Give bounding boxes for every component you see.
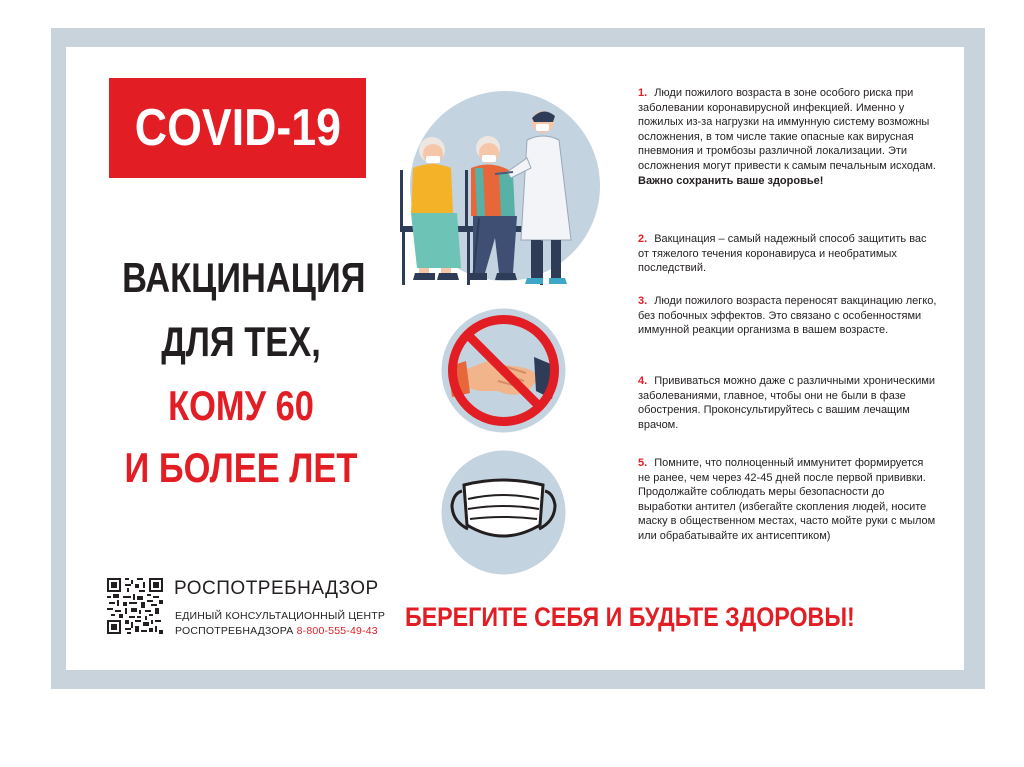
headline-line-4: И БОЛЕЕ ЛЕТ (124, 444, 358, 491)
slogan: БЕРЕГИТЕ СЕБЯ И БУДЬТЕ ЗДОРОВЫ! (405, 602, 855, 632)
info-item-2-text: Вакцинация – самый надежный способ защитить вас от тяжелого течения коронавируса и необратимых последствий. (638, 233, 927, 275)
org-subtitle-1: ЕДИНЫЙ КОНСУЛЬТАЦИОННЫЙ ЦЕНТР (175, 610, 386, 622)
info-item-5-text: Помните, что полноценный иммунитет формируется не ранее, чем через 42-45 дней после первой прививки. Продолжайте соблюдать меры безопасности до выработки антител (избегайте скопления людей, носите маску в общественном местах, часто мойте руки с мылом или обрабатывайте их антисептиком) (638, 457, 936, 542)
info-item-3-text: Люди пожилого возраста переносят вакцинацию легко, без побочных эффектов. Это связано с особенностями иммунной реакции организма в вашем возрасте. (638, 295, 937, 337)
info-item-3-number: 3. (638, 295, 648, 307)
headline-line-3: КОМУ 60 (168, 382, 314, 429)
covid-badge-text: COVID-19 (134, 99, 341, 157)
info-item-4 (638, 374, 938, 432)
info-item-3 (638, 294, 938, 338)
org-subtitle-2-text: РОСПОТРЕБНАДЗОРА (175, 625, 294, 637)
org-name: РОСПОТРЕБНАДЗОР (174, 578, 379, 599)
info-item-2-number: 2. (638, 233, 648, 245)
face-mask-icon (440, 449, 567, 576)
info-item-5-number: 5. (638, 457, 648, 469)
org-subtitle-2 (175, 625, 378, 637)
info-item-1-number: 1. (638, 87, 648, 99)
info-item-1 (638, 86, 938, 188)
covid-badge (109, 78, 366, 178)
info-item-1-bold: Важно сохранить ваше здоровье! (638, 174, 824, 187)
info-item-5 (638, 456, 938, 544)
info-item-4-text: Прививаться можно даже с различными хроническими заболеваниями, главное, чтобы они не были в фазе обострения. Проконсультируйтесь с вашим лечащим врачом. (638, 375, 936, 431)
qr-code-icon (107, 578, 163, 634)
headline-line-2: ДЛЯ ТЕХ, (161, 318, 321, 365)
org-phone: 8-800-555-49-43 (296, 625, 378, 637)
no-handshake-icon (440, 307, 567, 434)
info-item-4-number: 4. (638, 375, 648, 387)
info-item-1-text: Люди пожилого возраста в зоне особого риска при заболевании коронавирусной инфекцией. Именно у пожилых из-за нагрузки на иммунную систему возможны осложнения, в том числе такие опасные как вирусная пневмония и тромбозы различной локализации. Эти осложнения могут привести к самым печальным исходам. (638, 87, 936, 172)
headline-line-1: ВАКЦИНАЦИЯ (122, 254, 366, 301)
vaccination-scene-icon (395, 88, 605, 288)
info-item-2 (638, 232, 938, 276)
